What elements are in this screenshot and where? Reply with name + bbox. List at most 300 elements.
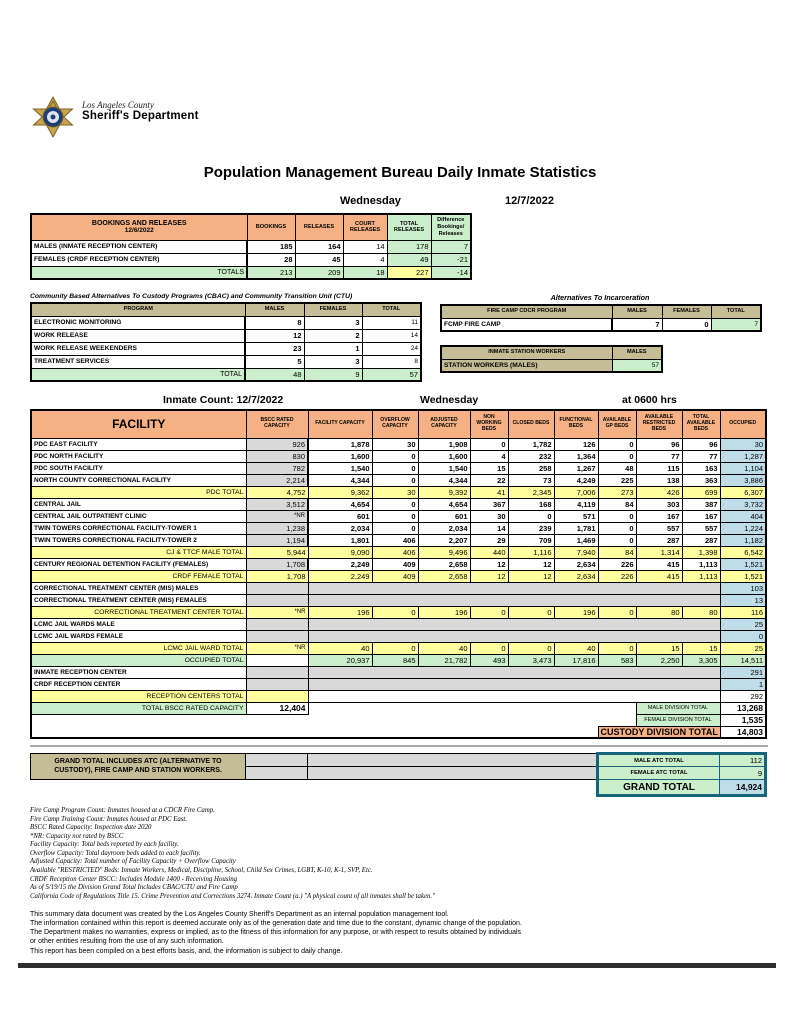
bed-cell: 115 (636, 462, 682, 474)
bscc-cell (246, 678, 308, 690)
bed-cell: 2,345 (508, 486, 554, 498)
bed-cell: 14 (470, 522, 508, 534)
bed-cell: 4,119 (554, 498, 598, 510)
bed-cell: 1,908 (418, 438, 470, 450)
column-header: RELEASES (295, 214, 343, 240)
facility-label: PDC NORTH FACILITY (31, 450, 246, 462)
bscc-cell: 1,238 (246, 522, 308, 534)
summary-block (30, 910, 770, 955)
bed-cell: 196 (308, 606, 372, 618)
table-row (31, 438, 766, 450)
table-row (31, 410, 766, 438)
column-header: TOTAL (362, 303, 421, 316)
total-cell: 11 (362, 316, 421, 329)
bed-cell: 287 (636, 534, 682, 546)
footnote-line: BSCC Rated Capacity: Inspection date 2020 (30, 824, 152, 832)
bed-cell: 426 (636, 486, 682, 498)
table-row (31, 214, 471, 240)
occupied-cell: 30 (720, 438, 766, 450)
column-header: FACILITY CAPACITY (308, 410, 372, 438)
bed-cell: 239 (508, 522, 554, 534)
weekday-label: Wednesday (340, 195, 401, 207)
bscc-total-value: 12,404 (246, 702, 308, 714)
footnotes-block (30, 807, 770, 901)
bed-cell: 557 (682, 522, 720, 534)
facility-label: CORRECTIONAL TREATMENT CENTER (MIS) FEMALES (31, 594, 246, 606)
court-releases-cell: 14 (343, 240, 387, 253)
bed-cell: 196 (554, 606, 598, 618)
footnote-line: Fire Camp Training Count: Inmates housed at PDC East. (30, 815, 188, 823)
bed-cell: 0 (508, 642, 554, 654)
occupied-cell: 1,224 (720, 522, 766, 534)
bed-cell: 9,392 (418, 486, 470, 498)
gray-span-cell (308, 754, 598, 767)
footnote-line: Overflow Capacity: Total dayroom beds added to each facility. (30, 849, 201, 857)
bscc-cell: 830 (246, 450, 308, 462)
facility-column-header: FACILITY (31, 410, 246, 438)
bed-cell: 3,305 (682, 654, 720, 666)
bed-cell: 1,540 (418, 462, 470, 474)
bscc-cell: *NR (246, 510, 308, 522)
program-label: TREATMENT SERVICES (31, 355, 245, 368)
male-division-label: MALE DIVISION TOTAL (636, 702, 720, 714)
bed-cell: 2,658 (418, 558, 470, 570)
cbac-column (30, 293, 420, 382)
males-cell: 8 (245, 316, 304, 329)
total-row-label: CORRECTIONAL TREATMENT CENTER TOTAL (31, 606, 246, 618)
total-releases-cell: 49 (387, 253, 431, 266)
occupied-cell: 1,521 (720, 570, 766, 582)
bed-cell: 0 (598, 642, 636, 654)
bed-cell: 226 (598, 558, 636, 570)
releases-cell: 164 (295, 240, 343, 253)
females-cell: 3 (304, 355, 362, 368)
date-row (30, 195, 770, 211)
bed-cell: 138 (636, 474, 682, 486)
span-cell (308, 690, 720, 702)
females-cell: 2 (304, 329, 362, 342)
total-cell: 7 (711, 318, 761, 331)
bed-cell: 96 (636, 438, 682, 450)
column-header: Difference Bookings/ Releases (431, 214, 471, 240)
bed-cell: 4,344 (418, 474, 470, 486)
bed-cell: 1,782 (508, 438, 554, 450)
bed-cell: 48 (598, 462, 636, 474)
station-workers-header: INMATE STATION WORKERS (441, 346, 612, 359)
bed-cell: 4,344 (308, 474, 372, 486)
column-header: NON WORKING BEDS (470, 410, 508, 438)
custody-division-value: 14,803 (720, 726, 766, 738)
footnote-line: CRDF Reception Center BSCC: Includes Module 1400 - Receiving Housing (30, 875, 238, 883)
occupied-cell: 103 (720, 582, 766, 594)
table-row (31, 570, 766, 582)
female-division-value: 1,535 (720, 714, 766, 726)
bed-cell: 12 (470, 558, 508, 570)
bed-cell: 30 (372, 486, 418, 498)
bed-cell: 9,362 (308, 486, 372, 498)
bscc-cell: 4,752 (246, 486, 308, 498)
table-row (31, 780, 766, 796)
bed-cell: 167 (682, 510, 720, 522)
bed-cell: 415 (636, 558, 682, 570)
table-row (31, 606, 766, 618)
total-row-label: LCMC JAIL WARD TOTAL (31, 642, 246, 654)
occupied-cell: 6,542 (720, 546, 766, 558)
column-header: MALES (612, 346, 662, 359)
bscc-cell (246, 666, 308, 678)
table-row (31, 462, 766, 474)
bed-cell: 0 (372, 642, 418, 654)
bed-cell: 0 (470, 438, 508, 450)
bed-cell: 2,249 (308, 570, 372, 582)
footnote-line: Fire Camp Program Count: Inmates housed at a CDCR Fire Camp. (30, 807, 215, 814)
bed-cell: 29 (470, 534, 508, 546)
totals-difference: -14 (431, 266, 471, 279)
occupied-cell: 1,287 (720, 450, 766, 462)
footnote-line: Adjusted Capacity: Total number of Facility Capacity + Overflow Capacity (30, 858, 236, 866)
totals-males: 48 (245, 368, 304, 381)
column-header: FEMALES (304, 303, 362, 316)
occupied-cell: 1,182 (720, 534, 766, 546)
summary-line: The Department makes no warranties, express or implied, as to the fitness of this information for any purpose, or with respect to results obtained by individuals (30, 929, 522, 937)
female-atc-value: 9 (720, 767, 766, 780)
row-label: FEMALES (CRDF RECEPTION CENTER) (31, 253, 247, 266)
table-row (31, 558, 766, 570)
bed-cell: 9,090 (308, 546, 372, 558)
bed-cell: 163 (682, 462, 720, 474)
bed-cell: 225 (598, 474, 636, 486)
bed-cell: 287 (682, 534, 720, 546)
facility-label: CORRECTIONAL TREATMENT CENTER (MIS) MALES (31, 582, 246, 594)
bed-cell: 0 (372, 462, 418, 474)
column-header: TOTAL AVAILABLE BEDS (682, 410, 720, 438)
bed-cell: 363 (682, 474, 720, 486)
bed-cell: 4,654 (418, 498, 470, 510)
bed-cell: 0 (508, 510, 554, 522)
bed-cell: 0 (470, 642, 508, 654)
bscc-cell (246, 630, 308, 642)
bscc-cell: 1,194 (246, 534, 308, 546)
footnote-line: Available "RESTRICTED" Beds: Inmate Workers, Medical, Discipline, School, Child Sex Crimes, LGBT, K-10, K-1, SVP, Etc. (30, 866, 373, 874)
total-releases-cell: 178 (387, 240, 431, 253)
occupied-cell: 6,307 (720, 486, 766, 498)
gray-span-cell (308, 678, 720, 690)
spacer (308, 702, 636, 714)
totals-bookings: 213 (247, 266, 295, 279)
totals-label: TOTAL (31, 368, 245, 381)
bed-cell: 4 (470, 450, 508, 462)
grand-total-note (31, 754, 246, 780)
summary-line: This report has been compiled on a best efforts basis, and, the information is subject to daily change. (30, 947, 343, 955)
bed-cell: 406 (372, 534, 418, 546)
bed-cell: 440 (470, 546, 508, 558)
bed-cell: 1,113 (682, 558, 720, 570)
bed-cell: 126 (554, 438, 598, 450)
males-cell: 7 (612, 318, 662, 331)
agency-block (82, 92, 199, 122)
occupied-cell: 3,732 (720, 498, 766, 510)
summary-line: or other entities resulting from the use of any such information. (30, 938, 224, 946)
inmate-count-weekday: Wednesday (420, 394, 479, 406)
table-row (31, 546, 766, 558)
bed-cell: 80 (682, 606, 720, 618)
total-cell: 8 (362, 355, 421, 368)
facility-label: LCMC JAIL WARDS MALE (31, 618, 246, 630)
grand-total-value: 14,924 (720, 780, 766, 796)
table-row (31, 522, 766, 534)
bookings-releases-table (30, 213, 472, 280)
bed-cell: 1,469 (554, 534, 598, 546)
table-row (31, 726, 766, 738)
column-header: FUNCTIONAL BEDS (554, 410, 598, 438)
bed-cell: 0 (598, 534, 636, 546)
bscc-cell: 782 (246, 462, 308, 474)
bed-cell: 7,006 (554, 486, 598, 498)
bscc-cell: 2,214 (246, 474, 308, 486)
program-label: FCMP FIRE CAMP (441, 318, 612, 331)
bookings-cell: 185 (247, 240, 295, 253)
total-cell: 24 (362, 342, 421, 355)
occupied-cell: 13 (720, 594, 766, 606)
inmate-count-time: at 0600 hrs (622, 394, 677, 406)
bed-cell: 367 (470, 498, 508, 510)
bscc-cell: 5,944 (246, 546, 308, 558)
bed-cell: 1,398 (682, 546, 720, 558)
bed-cell: 0 (372, 498, 418, 510)
bscc-cell (246, 582, 308, 594)
females-cell: 3 (304, 316, 362, 329)
table-row (31, 654, 766, 666)
bed-cell: 15 (682, 642, 720, 654)
occupied-cell: 25 (720, 642, 766, 654)
facility-label: PDC SOUTH FACILITY (31, 462, 246, 474)
column-header: ADJUSTED CAPACITY (418, 410, 470, 438)
bed-cell: 1,600 (308, 450, 372, 462)
table-row (31, 368, 421, 381)
column-header: CLOSED BEDS (508, 410, 554, 438)
agency-name-label: Sheriff's Department (82, 110, 199, 122)
bed-cell: 1,600 (418, 450, 470, 462)
facility-label: LCMC JAIL WARDS FEMALE (31, 630, 246, 642)
column-header: AVAILABLE RESTRICTED BEDS (636, 410, 682, 438)
total-row-label: PDC TOTAL (31, 486, 246, 498)
bed-cell: 80 (636, 606, 682, 618)
bed-cell: 0 (372, 606, 418, 618)
gray-span-cell (308, 594, 720, 606)
row-label: MALES (INMATE RECEPTION CENTER) (31, 240, 247, 253)
females-cell: 1 (304, 342, 362, 355)
bed-cell: 1,364 (554, 450, 598, 462)
totals-court: 18 (343, 266, 387, 279)
bed-cell: 2,034 (308, 522, 372, 534)
occupied-total-label: OCCUPIED TOTAL (31, 654, 246, 666)
bed-cell: 84 (598, 498, 636, 510)
column-header: BOOKINGS (247, 214, 295, 240)
facility-label: CENTURY REGIONAL DETENTION FACILITY (FEMALES) (31, 558, 246, 570)
males-cell: 5 (245, 355, 304, 368)
bed-cell: 2,634 (554, 570, 598, 582)
bed-cell: 0 (372, 474, 418, 486)
bed-cell: 409 (372, 570, 418, 582)
facility-label: TWIN TOWERS CORRECTIONAL FACILITY-TOWER 1 (31, 522, 246, 534)
note-line-2: CUSTODY), FIRE CAMP AND STATION WORKERS. (54, 766, 222, 774)
total-row-label: CRDF FEMALE TOTAL (31, 570, 246, 582)
column-header: FIRE CAMP CDCR PROGRAM (441, 305, 612, 318)
male-division-value: 13,268 (720, 702, 766, 714)
table-row (31, 678, 766, 690)
occupied-cell: 3,886 (720, 474, 766, 486)
table-row (31, 253, 471, 266)
table-row (31, 666, 766, 678)
bscc-cell: 1,708 (246, 558, 308, 570)
report-date-label: 12/7/2022 (505, 195, 554, 207)
court-releases-cell: 4 (343, 253, 387, 266)
facility-label: CENTRAL JAIL (31, 498, 246, 510)
bed-cell: 258 (508, 462, 554, 474)
occupied-cell: 25 (720, 618, 766, 630)
table-row (31, 240, 471, 253)
bed-cell: 409 (372, 558, 418, 570)
table-row (31, 702, 766, 714)
bscc-cell: 3,512 (246, 498, 308, 510)
bed-cell: 583 (598, 654, 636, 666)
bed-cell: 303 (636, 498, 682, 510)
bscc-cell: 1,708 (246, 570, 308, 582)
bscc-cell (246, 654, 308, 666)
alternatives-section (30, 293, 770, 382)
table-row (31, 754, 766, 767)
bed-cell: 3,473 (508, 654, 554, 666)
cbac-title: Community Based Alternatives To Custody Programs (CBAC) and Community Transition Unit (CTU) (30, 293, 353, 300)
column-header: MALES (245, 303, 304, 316)
totals-releases: 209 (295, 266, 343, 279)
bed-cell: 73 (508, 474, 554, 486)
table-row (31, 498, 766, 510)
spacer (31, 726, 598, 738)
bed-cell: 22 (470, 474, 508, 486)
gray-span-cell (308, 630, 720, 642)
bed-cell: 0 (598, 522, 636, 534)
summary-line: This summary data document was created by the Los Angeles County Sheriff's Department as an internal population management tool. (30, 911, 449, 919)
table-row (31, 714, 766, 726)
bed-cell: 226 (598, 570, 636, 582)
bed-cell: 0 (598, 606, 636, 618)
bed-cell: 2,034 (418, 522, 470, 534)
inmate-count-label: Inmate Count: 12/7/2022 (163, 394, 284, 406)
bed-cell: 20,937 (308, 654, 372, 666)
bed-cell: 0 (598, 510, 636, 522)
bed-cell: 601 (418, 510, 470, 522)
bed-cell: 709 (508, 534, 554, 546)
bed-cell: 1,113 (682, 570, 720, 582)
table-row (31, 690, 766, 702)
bookings-cell: 28 (247, 253, 295, 266)
totals-females: 9 (304, 368, 362, 381)
column-header: OVERFLOW CAPACITY (372, 410, 418, 438)
table-row (31, 342, 421, 355)
table-row (31, 355, 421, 368)
row-label: STATION WORKERS (MALES) (441, 359, 612, 372)
bed-cell: 0 (508, 606, 554, 618)
totals-total: 57 (362, 368, 421, 381)
bed-cell: 9,496 (418, 546, 470, 558)
lasd-star-badge-icon (30, 92, 76, 142)
station-workers-table (440, 345, 663, 373)
bed-cell: 15 (470, 462, 508, 474)
bed-cell: 30 (470, 510, 508, 522)
column-header: TOTAL (711, 305, 761, 318)
spacer (31, 714, 636, 726)
bed-cell: 12 (508, 570, 554, 582)
bed-cell: 17,816 (554, 654, 598, 666)
table-row (31, 630, 766, 642)
bed-cell: 41 (470, 486, 508, 498)
bed-cell: 7,940 (554, 546, 598, 558)
bed-cell: 4,249 (554, 474, 598, 486)
bed-cell: 493 (470, 654, 508, 666)
bed-cell: 2,249 (308, 558, 372, 570)
occupied-cell: 404 (720, 510, 766, 522)
males-cell: 23 (245, 342, 304, 355)
bed-cell: 1,314 (636, 546, 682, 558)
facility-label: CENTRAL JAIL OUTPATIENT CLINIC (31, 510, 246, 522)
table-row (441, 346, 662, 359)
gray-cell (246, 754, 308, 767)
bed-cell: 2,250 (636, 654, 682, 666)
male-atc-value: 112 (720, 754, 766, 767)
table-row (31, 450, 766, 462)
footnote-line: Facility Capacity: Total beds reported by each facility. (30, 841, 179, 849)
bed-cell: 167 (636, 510, 682, 522)
gray-span-cell (308, 618, 720, 630)
bed-cell: 4,654 (308, 498, 372, 510)
gray-cell (246, 767, 308, 780)
total-cell: 14 (362, 329, 421, 342)
table-row (31, 303, 421, 316)
males-cell: 12 (245, 329, 304, 342)
bed-cell: 2,207 (418, 534, 470, 546)
table-row (31, 266, 471, 279)
grand-total-label: GRAND TOTAL (598, 780, 720, 796)
column-header: PROGRAM (31, 303, 245, 316)
table-row (31, 618, 766, 630)
inmate-count-header (30, 394, 770, 408)
bed-cell: 196 (418, 606, 470, 618)
column-header: TOTAL RELEASES (387, 214, 431, 240)
releases-cell: 45 (295, 253, 343, 266)
female-division-label: FEMALE DIVISION TOTAL (636, 714, 720, 726)
bookings-title-line: BOOKINGS AND RELEASES (91, 220, 187, 228)
facility-label: PDC EAST FACILITY (31, 438, 246, 450)
column-header: BSCC RATED CAPACITY (246, 410, 308, 438)
bed-cell: 1,267 (554, 462, 598, 474)
fire-camp-table (440, 304, 762, 332)
bscc-cell (246, 594, 308, 606)
bed-cell: 2,634 (554, 558, 598, 570)
occupied-cell: 292 (720, 690, 766, 702)
bscc-cell: 926 (246, 438, 308, 450)
bed-cell: 0 (470, 606, 508, 618)
summary-line: The information contained within this report is deemed accurate only as of the generation date and time due to the constant, dynamic change of the population. (30, 920, 522, 928)
bed-cell: 0 (372, 510, 418, 522)
agency-county-label: Los Angeles County (82, 100, 154, 110)
bed-cell: 1,878 (308, 438, 372, 450)
spacer (31, 780, 598, 796)
bed-cell: 40 (418, 642, 470, 654)
occupied-cell: 1 (720, 678, 766, 690)
bed-cell: 1,781 (554, 522, 598, 534)
bscc-cell: *NR (246, 606, 308, 618)
